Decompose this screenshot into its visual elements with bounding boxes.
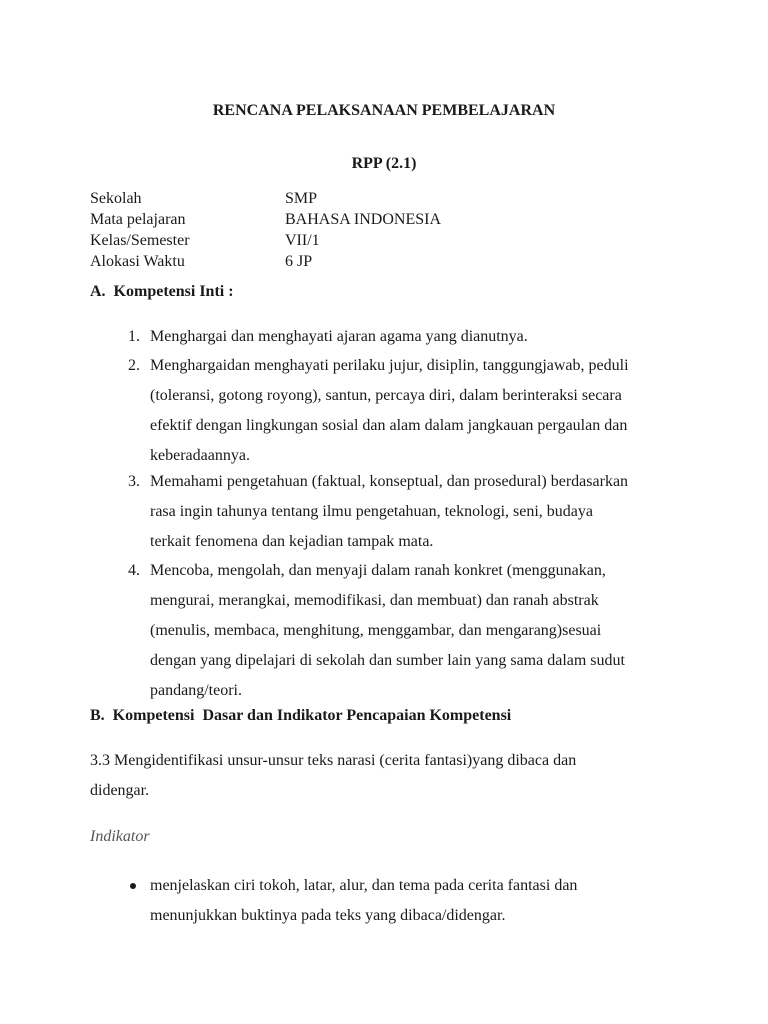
list-item-number: 1.	[128, 328, 140, 345]
list-item	[150, 556, 625, 706]
indicator-label: Indikator	[90, 828, 150, 845]
list-item	[150, 871, 577, 931]
identity-value-class: VII/1	[285, 232, 320, 249]
list-item-number: 4.	[128, 562, 140, 579]
identity-value-school: SMP	[285, 190, 318, 207]
basic-competency-line: didengar.	[90, 782, 150, 799]
list-item-line: Mencoba, mengolah, dan menyaji dalam ranah konkret (menggunakan,	[150, 562, 606, 579]
list-item-line: Menghargaidan menghayati perilaku jujur, disiplin, tanggungjawab, peduli	[150, 357, 629, 374]
document-title: RENCANA PELAKSANAAN PEMBELAJARAN	[212, 102, 556, 119]
section-b-heading: B. Kompetensi Dasar dan Indikator Pencapaian Kompetensi	[90, 707, 512, 724]
identity-value-time: 6 JP	[285, 253, 313, 270]
list-item-number: 2.	[128, 357, 140, 374]
basic-competency-text	[90, 746, 576, 806]
identity-label-subject: Mata pelajaran	[90, 211, 186, 228]
basic-competency-line: 3.3 Mengidentifikasi unsur-unsur teks narasi (cerita fantasi)yang dibaca dan	[90, 752, 577, 769]
list-item	[150, 351, 629, 471]
list-item-line: dengan yang dipelajari di sekolah dan sumber lain yang sama dalam sudut	[150, 652, 625, 669]
list-item-line: terkait fenomena dan kejadian tampak mata.	[150, 533, 434, 550]
list-item-line: Memahami pengetahuan (faktual, konseptual, dan prosedural) berdasarkan	[150, 473, 629, 490]
list-item-line: menunjukkan buktinya pada teks yang dibaca/didengar.	[150, 907, 506, 924]
section-a-heading: A. Kompetensi Inti :	[90, 283, 234, 300]
list-item-line: (toleransi, gotong royong), santun, percaya diri, dalam berinteraksi secara	[150, 387, 622, 404]
list-item-line: rasa ingin tahunya tentang ilmu pengetahuan, teknologi, seni, budaya	[150, 503, 593, 520]
list-item-line: efektif dengan lingkungan sosial dan alam dalam jangkauan pergaulan dan	[150, 417, 628, 434]
document-subtitle: RPP (2.1)	[351, 155, 417, 172]
list-item-line: (menulis, membaca, menghitung, menggambar, dan mengarang)sesuai	[150, 622, 602, 639]
list-item-number: 3.	[128, 473, 140, 490]
identity-label-school: Sekolah	[90, 190, 142, 207]
list-item	[150, 467, 628, 557]
list-item	[150, 322, 528, 352]
identity-value-subject: BAHASA INDONESIA	[285, 211, 442, 228]
list-item-line: keberadaannya.	[150, 447, 250, 464]
bullet-icon	[130, 883, 136, 889]
identity-label-class: Kelas/Semester	[90, 232, 190, 249]
list-item-line: Menghargai dan menghayati ajaran agama yang dianutnya.	[150, 328, 528, 345]
list-item-line: mengurai, merangkai, memodifikasi, dan membuat) dan ranah abstrak	[150, 592, 599, 609]
identity-label-time: Alokasi Waktu	[90, 253, 185, 270]
list-item-line: menjelaskan ciri tokoh, latar, alur, dan tema pada cerita fantasi dan	[150, 877, 578, 894]
list-item-line: pandang/teori.	[150, 682, 242, 699]
